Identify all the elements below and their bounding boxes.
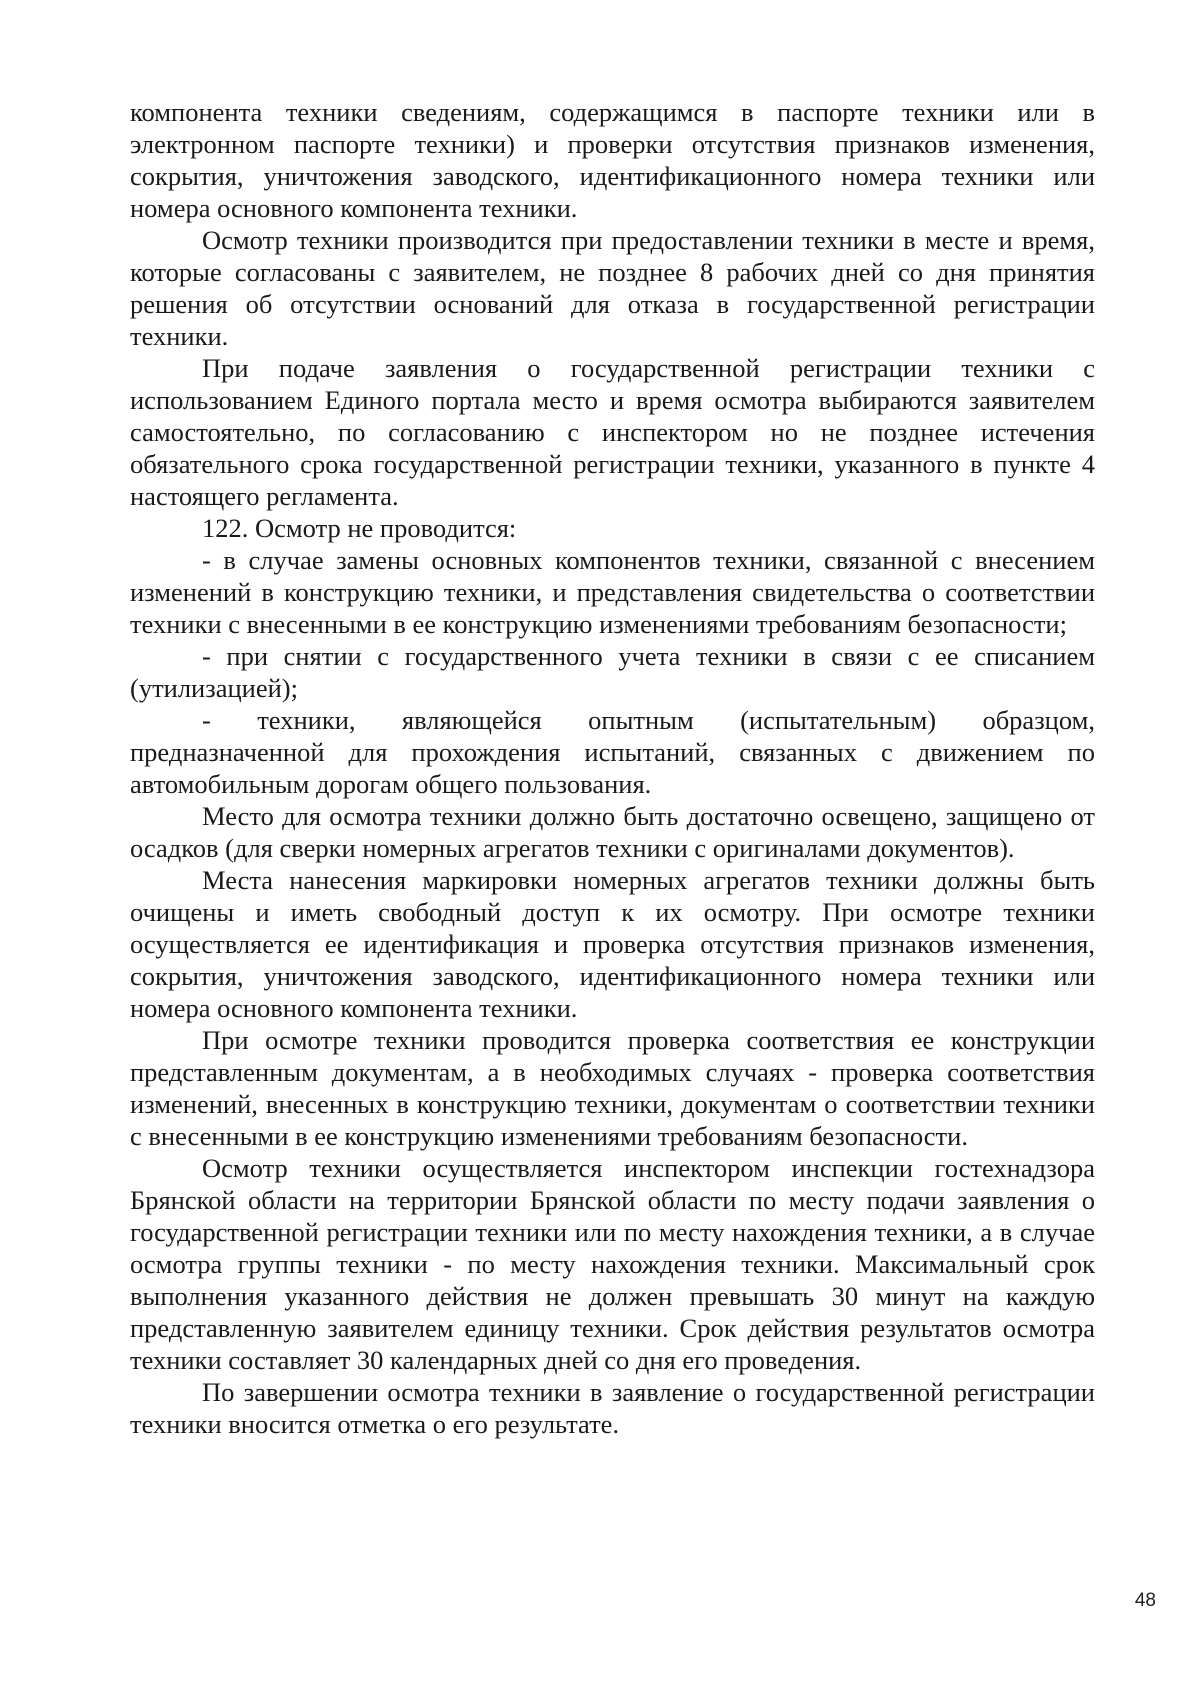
paragraph-inspection-timing: Осмотр техники производится при предоставлении техники в месте и время, которые согласованы с заявителем, не позднее 8 рабочих дней со дня принятия решения об отсутствии оснований для отказа в государственной регистрации техники. bbox=[130, 225, 1095, 351]
list-item-prototype: - техники, являющейся опытным (испытательным) образцом, предназначенной для прохождения испытаний, связанных с движением по автомобильным дорогам общего пользования. bbox=[130, 705, 1095, 799]
paragraph-marking-places: Места нанесения маркировки номерных агрегатов техники должны быть очищены и иметь свободный доступ к их осмотру. При осмотре техники осуществляется ее идентификация и проверка отсутствия признаков изменения, сокрытия, уничтожения заводского, идентификационного номера техники или номера основного компонента техники. bbox=[130, 865, 1095, 1023]
list-item-component-replacement: - в случае замены основных компонентов техники, связанной с внесением изменений в конструкцию техники, и представления свидетельства о соответствии техники с внесенными в ее конструкцию изменениями требованиям безопасности; bbox=[130, 545, 1095, 639]
page-number: 48 bbox=[1134, 1590, 1156, 1611]
paragraph-completion: По завершении осмотра техники в заявление о государственной регистрации техники вносится отметка о его результате. bbox=[130, 1377, 1095, 1439]
paragraph-inspection-place: Место для осмотра техники должно быть достаточно освещено, защищено от осадков (для сверки номерных агрегатов техники с оригиналами документов). bbox=[130, 801, 1095, 863]
paragraph-unified-portal: При подаче заявления о государственной регистрации техники с использованием Единого портала место и время осмотра выбираются заявителем самостоятельно, по согласованию с инспектором но не позднее истечения обязательного срока государственной регистрации техники, указанного в пункте 4 настоящего регламента. bbox=[130, 353, 1095, 511]
paragraph-inspector: Осмотр техники осуществляется инспектором инспекции гостехнадзора Брянской области на территории Брянской области по месту подачи заявления о государственной регистрации техники или по месту нахождения техники, а в случае осмотра группы техники - по месту нахождения техники. Максимальный срок выполнения указанного действия не должен превышать 30 минут на каждую представленную заявителем единицу техники. Срок действия результатов осмотра техники составляет 30 календарных дней со дня его проведения. bbox=[130, 1153, 1095, 1375]
paragraph-continuation: компонента техники сведениям, содержащимся в паспорте техники или в электронном паспорте техники) и проверки отсутствия признаков изменения, сокрытия, уничтожения заводского, идентификационного номера техники или номера основного компонента техники. bbox=[130, 97, 1095, 223]
document-body bbox=[130, 96, 1095, 1440]
paragraph-conformity-check: При осмотре техники проводится проверка соответствия ее конструкции представленным документам, а в необходимых случаях - проверка соответствия изменений, внесенных в конструкцию техники, документам о соответствии техники с внесенными в ее конструкцию изменениями требованиям безопасности. bbox=[130, 1025, 1095, 1151]
list-item-deregistration: - при снятии с государственного учета техники в связи с ее списанием (утилизацией); bbox=[130, 641, 1095, 703]
paragraph-122-heading: 122. Осмотр не проводится: bbox=[202, 513, 517, 543]
